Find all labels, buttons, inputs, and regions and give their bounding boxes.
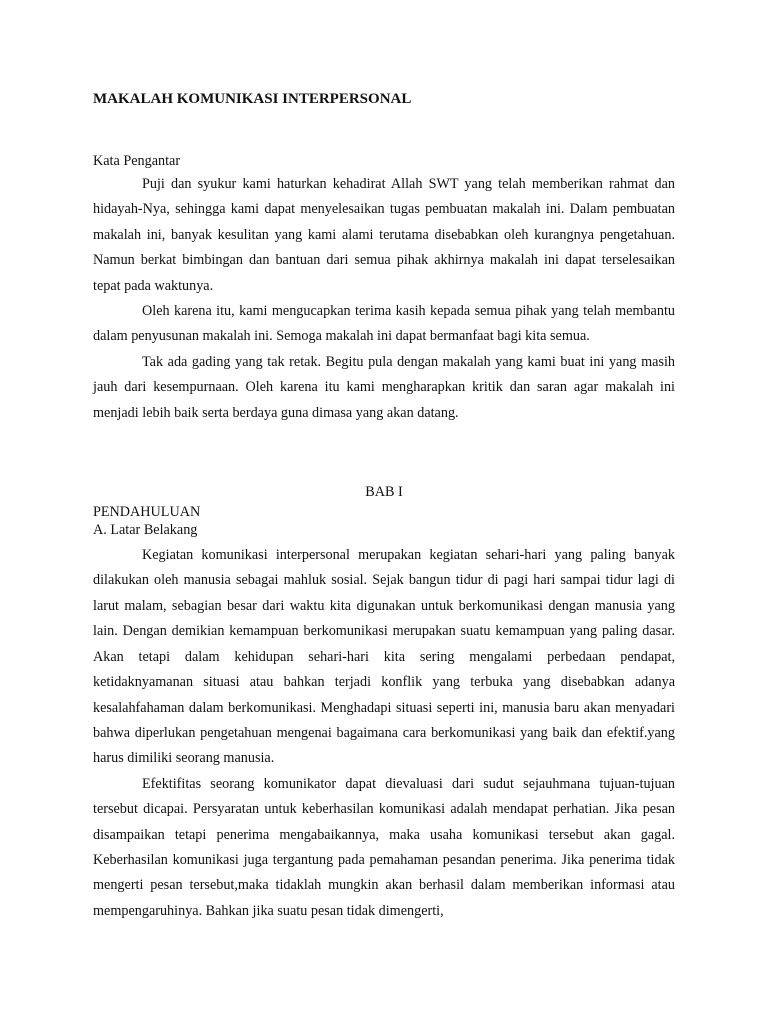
document-title: MAKALAH KOMUNIKASI INTERPERSONAL [93, 91, 412, 107]
section-heading: A. Latar Belakang [93, 522, 198, 539]
document-body [93, 88, 675, 924]
chapter-title: PENDAHULUAN [93, 504, 201, 521]
paragraph: Puji dan syukur kami haturkan kehadirat Allah SWT yang telah memberikan rahmat dan hidayah-Nya, sehingga kami dapat menyelesaikan tugas pembuatan makalah ini. Dalam pembuatan makalah ini, banyak kesulitan yang kami alami terutama disebabkan oleh kurangnya pengetahuan. Namun berkat bimbingan dan bantuan dari semua pihak akhirnya makalah ini dapat terselesaikan tepat pada waktunya. [93, 176, 675, 294]
paragraph: Efektifitas seorang komunikator dapat dievaluasi dari sudut sejauhmana tujuan-tujuan tersebut dicapai. Persyaratan untuk keberhasilan komunikasi adalah mendapat perhatian. Jika pesan disampaikan tetapi penerima mengabaikannya, maka usaha komunikasi tersebut akan gagal. Keberhasilan komunikasi juga tergantung pada pemahaman pesandan penerima. Jika penerima tidak mengerti pesan tersebut,maka tidaklah mungkin akan berhasil dalam memberikan informasi atau mempengaruhinya. Bahkan jika suatu pesan tidak dimengerti, [93, 775, 675, 919]
paragraph: Oleh karena itu, kami mengucapkan terima kasih kepada semua pihak yang telah membantu dalam penyusunan makalah ini. Semoga makalah ini dapat bermanfaat bagi kita semua. [93, 303, 675, 345]
paragraph: Tak ada gading yang tak retak. Begitu pula dengan makalah yang kami buat ini yang masih jauh dari kesempurnaan. Oleh karena itu kami mengharapkan kritik dan saran agar makalah ini menjadi lebih baik serta berdaya guna dimasa yang akan datang. [93, 353, 675, 421]
paragraph: Kegiatan komunikasi interpersonal merupakan kegiatan sehari-hari yang paling banyak dilakukan oleh manusia sebagai mahluk sosial. Sejak bangun tidur di pagi hari sampai tidur lagi di larut malam, sebagian besar dari waktu kita digunakan untuk berkomunikasi dengan manusia yang lain. Dengan demikian kemampuan berkomunikasi merupakan suatu kemampuan yang paling dasar. Akan tetapi dalam kehidupan sehari-hari kita sering mengalami perbedaan pendapat, ketidaknyamanan situasi atau bahkan terjadi konflik yang terbuka yang disebabkan adanya kesalahfahaman dalam berkomunikasi. Menghadapi situasi seperti ini, manusia baru akan menyadari bahwa diperlukan pengetahuan mengenai bagaimana cara berkomunikasi yang baik dan efektif.yang harus dimiliki seorang manusia. [93, 547, 675, 767]
chapter-label: BAB I [365, 484, 403, 501]
kata-pengantar-heading: Kata Pengantar [93, 153, 181, 169]
